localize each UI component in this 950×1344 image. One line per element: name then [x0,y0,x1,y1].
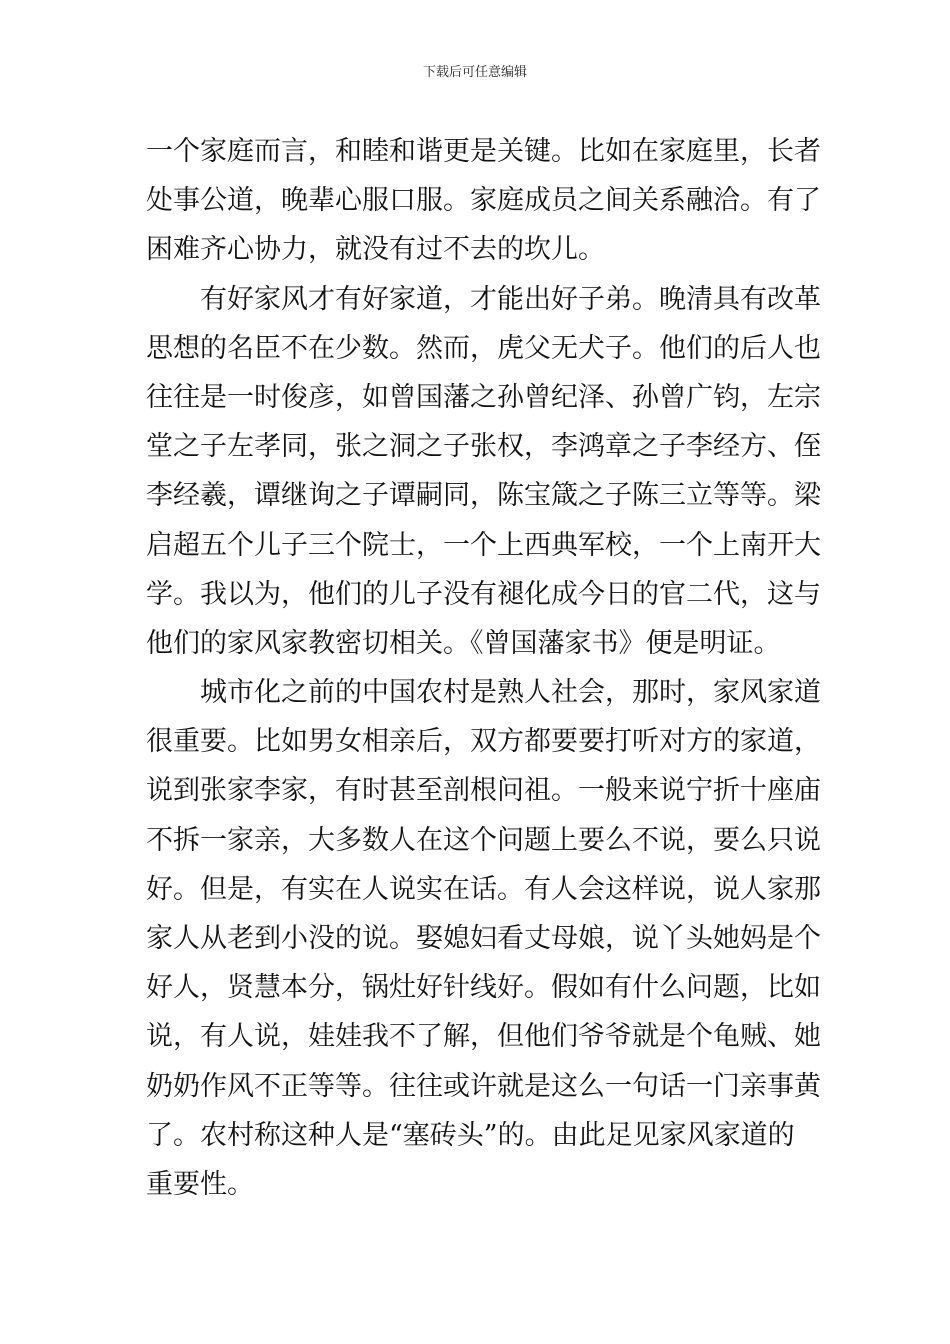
text-line: 他们的家风家教密切相关。《曾国藩家书》便是明证。 [146,627,781,659]
text-line: 很重要。比如男女相亲后，双方都要要打听对方的家道， [146,726,821,758]
text-line: 李经羲，谭继询之子谭嗣同，陈宝箴之子陈三立等等。梁 [146,480,821,512]
text-line: 不拆一家亲，大多数人在这个问题上要么不说，要么只说 [146,824,821,856]
text-line: 家人从老到小没的说。娶媳妇看丈母娘，说丫头她妈是个 [146,923,821,954]
text-line: 处事公道，晚辈心服口服。家庭成员之间关系融洽。有了 [146,185,821,217]
text-line: 一个家庭而言，和睦和谐更是关键。比如在家庭里，长者 [146,136,821,167]
text-line: 堂之子左孝同，张之洞之子张权，李鸿章之子李经方、侄 [146,431,821,463]
paragraph-first-line: 有好家风才有好家道，才能出好子弟。晚清具有改革 [200,283,821,315]
text-line: 启超五个儿子三个院士，一个上西典军校，一个上南开大 [146,529,821,561]
text-line: 好。但是，有实在人说实在话。有人会这样说，说人家那 [146,873,821,905]
text-line: 思想的名臣不在少数。然而，虎父无犬子。他们的后人也 [146,332,821,364]
paragraph-first-line: 城市化之前的中国农村是熟人社会，那时，家风家道 [200,677,821,709]
text-line: 学。我以为，他们的儿子没有褪化成今日的官二代，这与 [146,578,821,610]
page-header: 下载后可任意编辑 [422,65,527,80]
text-line: 困难齐心协力，就没有过不去的坎儿。 [146,234,605,266]
text-line: 奶奶作风不正等等。往往或许就是这么一句话一门亲事黄 [146,1070,821,1102]
document-body [146,127,821,1209]
text-line: 好人，贤慧本分，锅灶好针线好。假如有什么问题，比如 [146,972,821,1004]
text-line: 了。农村称这种人是“塞砖头”的。由此足见家风家道的 [146,1119,795,1151]
text-line: 重要性。 [146,1168,254,1200]
text-line: 说，有人说，娃娃我不了解，但他们爷爷就是个龟贼、她 [146,1021,821,1053]
text-line: 往往是一时俊彦，如曾国藩之孙曾纪泽、孙曾广钧，左宗 [146,381,821,413]
text-line: 说到张家李家，有时甚至剖根问祖。一般来说宁折十座庙 [146,775,821,807]
